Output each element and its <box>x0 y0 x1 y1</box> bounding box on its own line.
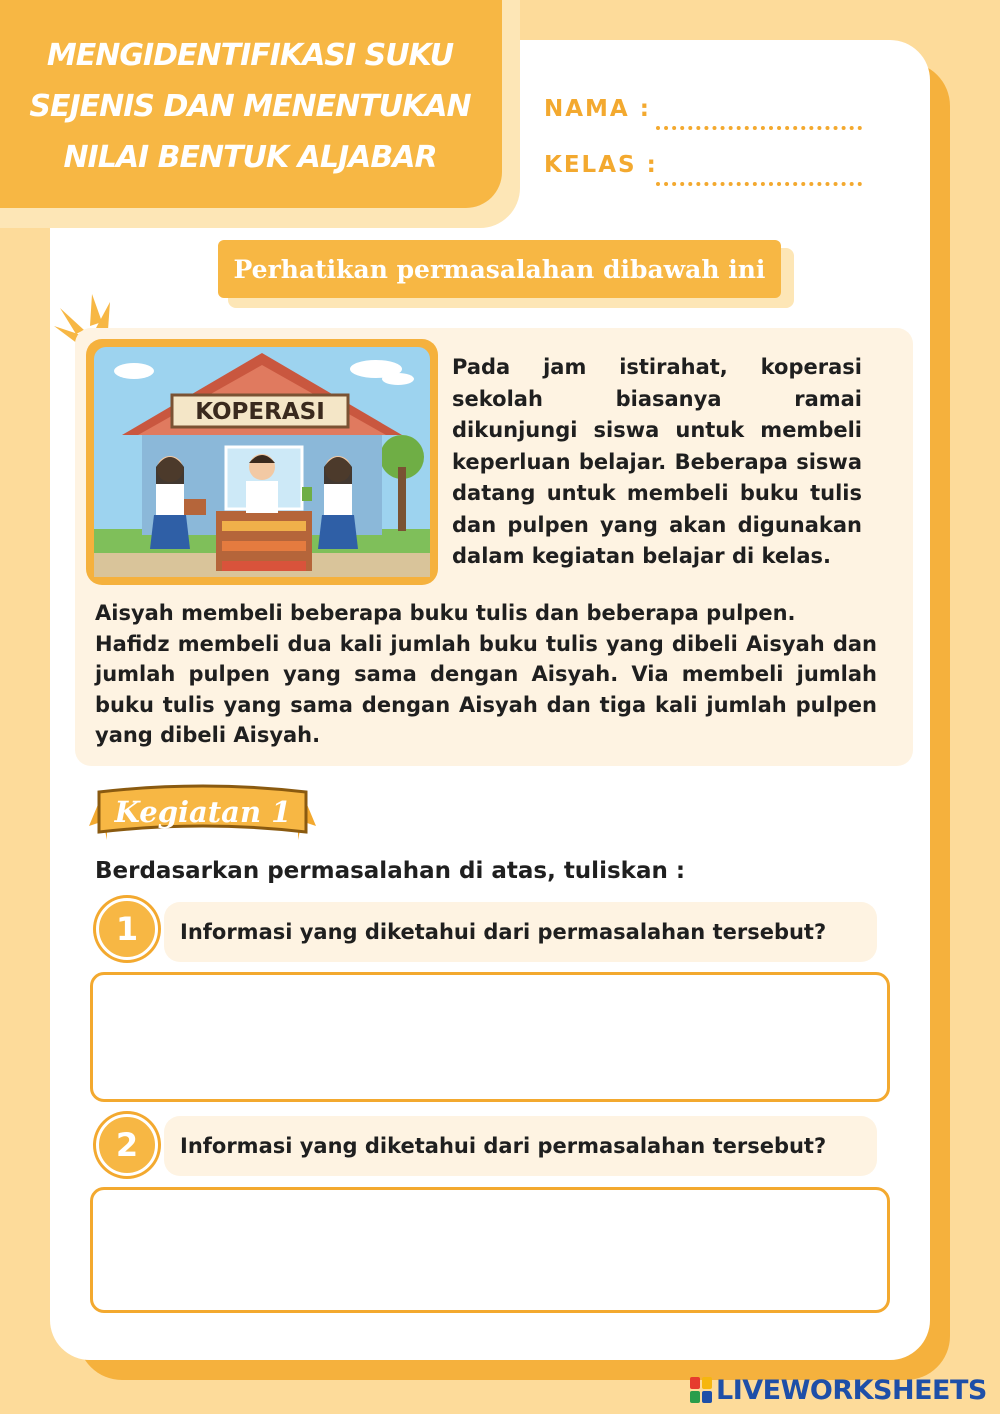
liveworksheets-logo[interactable] <box>690 1374 987 1406</box>
name-field[interactable] <box>656 126 862 130</box>
activity-label-badge <box>85 780 320 852</box>
story-paragraph-1: Aisyah membeli beberapa buku tulis dan beberapa pulpen. <box>95 601 796 625</box>
activity-prompt: Berdasarkan permasalahan di atas, tuliskan : <box>95 858 686 884</box>
name-label: NAMA : <box>544 96 651 122</box>
activity-label: Kegiatan 1 <box>114 795 292 829</box>
title-line-3: NILAI BENTUK ALJABAR <box>63 140 437 175</box>
answer-box-2[interactable] <box>90 1187 890 1313</box>
koperasi-illustration <box>86 339 438 585</box>
liveworksheets-logo-icon <box>690 1377 712 1403</box>
class-field[interactable] <box>656 182 862 186</box>
title-line-1: MENGIDENTIFIKASI SUKU <box>46 38 454 73</box>
story-text <box>95 598 877 751</box>
koperasi-scene-image <box>86 339 438 585</box>
worksheet-title <box>20 30 480 183</box>
story-intro: Pada jam istirahat, koperasi sekolah biasanya ramai dikunjungi siswa untuk membeli keperluan belajar. Beberapa siswa datang untuk membeli buku tulis dan pulpen yang akan digunakan dalam kegiatan belajar di kelas. <box>452 355 862 568</box>
instruction-pill: Perhatikan permasalahan dibawah ini <box>218 240 781 298</box>
koperasi-sign-text: KOPERASI <box>195 399 325 425</box>
liveworksheets-logo-text: LIVEWORKSHEETS <box>716 1374 987 1406</box>
story-paragraph-2: Hafidz membeli dua kali jumlah buku tulis yang dibeli Aisyah dan jumlah pulpen yang sama dengan Aisyah. Via membeli jumlah buku tulis yang sama dengan Aisyah dan tiga kali jumlah pulpen yang dibeli Aisyah. <box>95 631 877 747</box>
question-number-2: 2 <box>96 1114 158 1176</box>
answer-box-1[interactable] <box>90 972 890 1102</box>
title-line-2: SEJENIS DAN MENENTUKAN <box>29 89 471 124</box>
question-2-text: Informasi yang diketahui dari permasalahan tersebut? <box>164 1116 877 1176</box>
class-label: KELAS : <box>544 152 658 178</box>
question-1-text: Informasi yang diketahui dari permasalahan tersebut? <box>164 902 877 962</box>
question-number-1: 1 <box>96 898 158 960</box>
